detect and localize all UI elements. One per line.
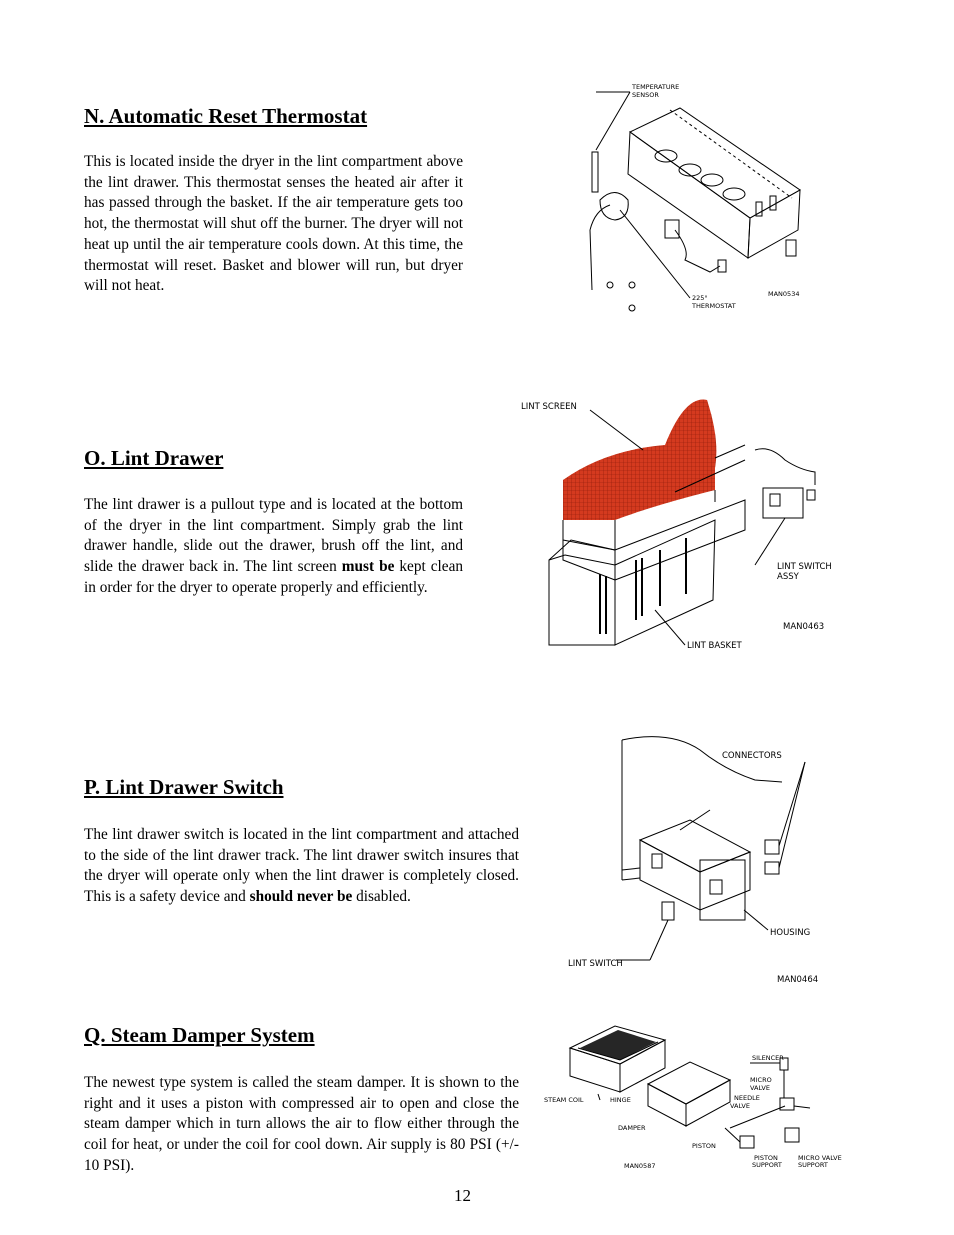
- label-micro-valve-support-2: SUPPORT: [798, 1161, 828, 1169]
- label-housing: HOUSING: [770, 928, 811, 938]
- thermostat-figure: [570, 80, 815, 320]
- page-number: 12: [454, 1186, 471, 1205]
- lint-drawer-figure: [515, 390, 855, 660]
- label-piston-support-2: SUPPORT: [752, 1161, 782, 1169]
- label-lint-screen: LINT SCREEN: [521, 402, 577, 412]
- steam-damper-figure: [540, 1018, 860, 1178]
- label-damper: DAMPER: [618, 1124, 646, 1132]
- label-lint-basket: LINT BASKET: [687, 641, 742, 651]
- figure-code: MAN0464: [777, 975, 819, 985]
- label-thermostat: THERMOSTAT: [692, 302, 736, 310]
- label-piston-support-1: PISTON: [754, 1154, 778, 1162]
- label-lint-switch: LINT SWITCH: [777, 562, 832, 572]
- label-micro-valve-support-1: MICRO VALVE: [798, 1154, 842, 1162]
- label-225: 225°: [692, 294, 708, 302]
- section-body-o: The lint drawer is a pullout type and is located at the bottom of the dryer in the lint compartment. Simply grab the lint drawer handle, slide out the drawer, brush off the lint, and slide the drawer back in. The lint screen must be kept clean in order for the dryer to operate properly and efficiently.: [84, 496, 464, 596]
- figure-code: MAN0534: [768, 290, 800, 298]
- section-heading-q: Q. Steam Damper System: [84, 1023, 315, 1047]
- label-piston: PISTON: [692, 1142, 716, 1150]
- label-micro: MICRO: [750, 1076, 772, 1084]
- section-body-n: This is located inside the dryer in the lint compartment above the lint drawer. This thermostat senses the heated air after it has passed through the basket. If the air temperature gets too hot, the thermostat will shut off the burner. The dryer will not heat up until the air temperature cools down. At this time, the thermostat will reset. Basket and blower will run, but dryer will not heat.: [84, 153, 463, 295]
- section-body-q: The newest type system is called the steam damper. It is shown to the right and it uses a piston with compressed air to open and close the steam damper which in turn allows the air to flow either through the coil for heat, or under the coil for cool down. Air supply is 80 PSI (+/- 10 PSI).: [84, 1074, 519, 1174]
- label-steam-coil: STEAM COIL: [544, 1096, 584, 1104]
- label-temperature: TEMPERATURE: [632, 83, 680, 91]
- section-heading-n: N. Automatic Reset Thermostat: [84, 104, 368, 128]
- label-hinge: HINGE: [610, 1096, 631, 1104]
- label-needle-valve: VALVE: [730, 1102, 750, 1110]
- label-sensor: SENSOR: [632, 91, 659, 99]
- label-assy: ASSY: [777, 572, 799, 582]
- section-body-p: The lint drawer switch is located in the lint compartment and attached to the side of the lint drawer track. The lint drawer switch insures that the dryer will operate only when the lint drawer is completely closed. This is a safety device and should never be disabled.: [84, 826, 519, 906]
- label-micro-valve: VALVE: [750, 1084, 770, 1092]
- section-heading-p: P. Lint Drawer Switch: [84, 775, 284, 799]
- label-needle: NEEDLE: [734, 1094, 760, 1102]
- label-silencer: SILENCER: [752, 1054, 784, 1062]
- label-lint-switch: LINT SWITCH: [568, 959, 623, 969]
- label-connectors: CONNECTORS: [722, 751, 782, 761]
- section-heading-o: O. Lint Drawer: [84, 446, 224, 470]
- figure-code: MAN0463: [783, 622, 825, 632]
- figure-code: MAN0587: [624, 1162, 656, 1170]
- lint-switch-figure: [560, 730, 825, 990]
